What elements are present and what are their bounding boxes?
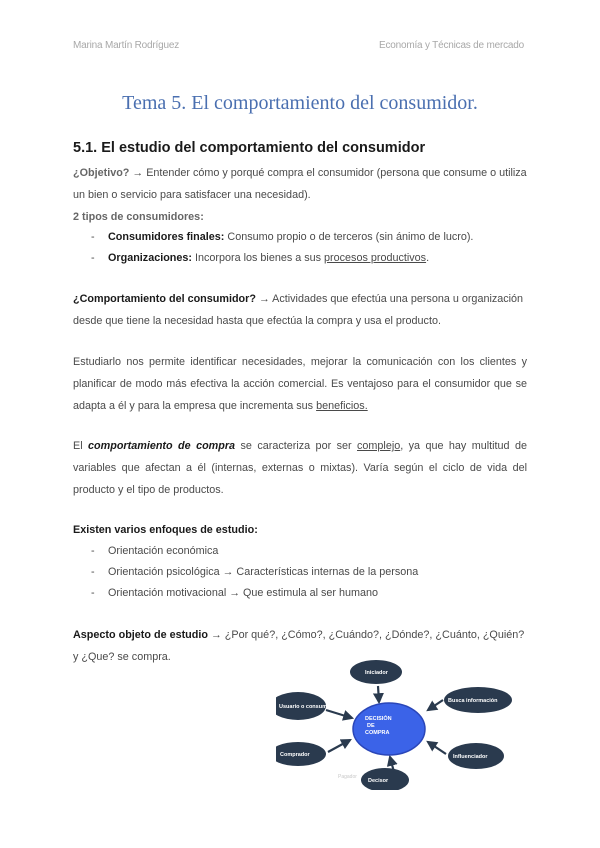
compra-pre: El xyxy=(73,440,89,452)
comportamiento-paragraph xyxy=(73,288,527,332)
node-decisor-label: Decisor xyxy=(368,778,389,784)
header-subject: Economía y Técnicas de mercado xyxy=(378,40,524,51)
objetivo-paragraph xyxy=(73,162,527,206)
center-label-3: COMPRA xyxy=(365,730,390,736)
tipos-list xyxy=(91,227,521,269)
tipo-text: Consumo propio o de terceros (sin ánimo de lucro). xyxy=(224,231,474,243)
node-busca-label: Busca información xyxy=(448,698,498,704)
estudiarlo-paragraph xyxy=(73,351,527,417)
arrow-iniciador xyxy=(378,686,379,702)
compra-post: , ya que hay multitud de variables que afectan a él (internas, externas o mixtas). Varía según el ciclo de vida del producto y el tipo de productos. xyxy=(73,440,527,496)
header-author: Marina Martín Rodríguez xyxy=(73,40,180,51)
arrow-busca xyxy=(428,700,443,710)
node-comprador-label: Comprador xyxy=(280,752,310,758)
center-label-2: DE xyxy=(367,723,375,729)
arrow-usuario xyxy=(326,710,352,718)
node-influenciador-label: Influenciador xyxy=(453,754,488,760)
comportamiento-label: ¿Comportamiento del consumidor? xyxy=(73,293,256,305)
comportamiento-text: Actividades que efectúa una persona u organización desde que tiene la necesidad hasta que efectúa la compra y usa el producto. xyxy=(73,293,524,327)
arrow-influenciador xyxy=(428,742,446,754)
center-ellipse xyxy=(353,703,425,755)
aspecto-text: → ¿Por qué?, ¿Cómo?, ¿Cuándo?, ¿Dónde?, ¿Cuánto, ¿Quién? y ¿Que? se compra. xyxy=(73,629,525,663)
complejo-link[interactable]: complejo xyxy=(357,440,401,452)
objetivo-label: ¿Objetivo? xyxy=(73,167,130,179)
compra-term: comportamiento de compra xyxy=(88,440,236,452)
list-item xyxy=(91,227,521,248)
estudiarlo-text: Estudiarlo nos permite identificar necesidades, mejorar la comunicación con los clientes y planificar de modo más efectiva la acción comercial. Es ventajoso para el consumidor que se adapta a él y para la empresa que incrementa sus xyxy=(73,356,527,412)
tipo-text: Incorpora los bienes a sus xyxy=(192,252,325,264)
watermark-text: Pagador xyxy=(338,774,357,780)
beneficios-link[interactable]: beneficios. xyxy=(316,400,368,412)
list-item: - Orientación motivacional → Que estimula al ser humano xyxy=(91,583,521,604)
comportamiento-arrow: → xyxy=(255,293,273,305)
enfoques-list xyxy=(91,541,521,604)
list-item: - Orientación económica xyxy=(91,541,521,562)
tipo-end: . xyxy=(426,252,430,264)
compra-paragraph xyxy=(73,435,527,501)
center-label-1: DECISIÓN xyxy=(365,716,392,722)
tipo-label: Organizaciones: xyxy=(108,252,192,264)
arrow-comprador xyxy=(328,740,350,752)
compra-mid: se caracteriza por ser xyxy=(235,440,358,452)
procesos-link[interactable]: procesos productivos xyxy=(324,252,427,264)
page-title: Tema 5. El comportamiento del consumidor. xyxy=(122,92,478,114)
aspecto-label: Aspecto objeto de estudio xyxy=(73,629,208,641)
tipo-label: Consumidores finales: xyxy=(108,231,225,243)
list-item: - Orientación psicológica → Características internas de la persona xyxy=(91,562,521,583)
decision-diagram xyxy=(276,660,526,790)
objetivo-text: Entender cómo y porqué compra el consumidor (persona que consume o utiliza un bien o servicio para satisfacer una necesidad). xyxy=(73,167,527,201)
list-item xyxy=(91,248,521,269)
objetivo-arrow: → xyxy=(129,167,147,179)
node-iniciador-label: Iniciador xyxy=(365,670,388,676)
node-usuario-label: Usuario o consumidor xyxy=(279,704,338,710)
tipos-heading: 2 tipos de consumidores: xyxy=(73,211,204,223)
section-heading: 5.1. El estudio del comportamiento del consumidor xyxy=(73,140,426,156)
enfoques-heading: Existen varios enfoques de estudio: xyxy=(73,524,258,536)
